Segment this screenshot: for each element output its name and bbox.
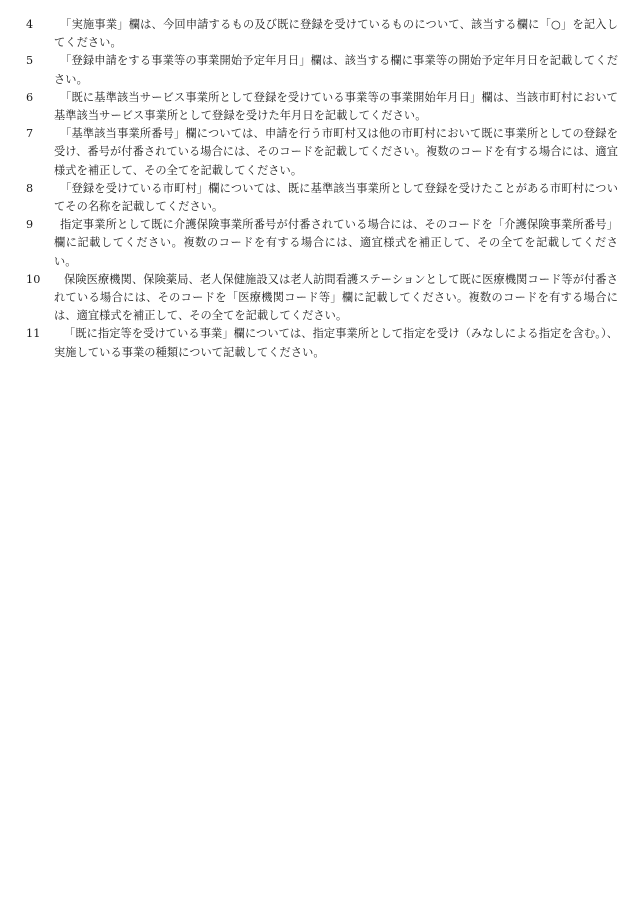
note-number: 6 — [26, 90, 34, 104]
note-text: 保険医療機関、保険薬局、老人保健施設又は老人訪問看護ステーションとして既に医療機関コード等が付番されている場合には、そのコードを「医療機関コード等」欄に記載してください。複数のコードを有する場合には、適宜様式を補正して、その全てを記載してください。 — [54, 272, 618, 323]
note-item-5 — [26, 52, 618, 88]
note-number: 4 — [26, 18, 34, 31]
note-text: 「登録を受けている市町村」欄については、既に基準該当事業所として登録を受けたことがある市町村についてその名称を記載してください。 — [54, 181, 618, 214]
note-item-4 — [26, 16, 618, 52]
instruction-notes-list — [26, 16, 618, 362]
note-text: 「既に基準該当サービス事業所として登録を受けている事業等の事業開始年月日」欄は、当該市町村において基準該当サービス事業所として登録を受けた年月日を記載してください。 — [54, 90, 618, 123]
note-number: 7 — [26, 127, 34, 141]
note-text: 指定事業所として既に介護保険事業所番号が付番されている場合には、そのコードを「介護保険事業所番号」欄に記載してください。複数のコードを有する場合には、適宜様式を補正して、その全てを記載してください。 — [54, 218, 618, 268]
note-item-9 — [26, 216, 618, 271]
note-item-8 — [26, 180, 618, 216]
note-number: 11 — [26, 327, 41, 341]
note-text: 「登録申請をする事業等の事業開始予定年月日」欄は、該当する欄に事業等の開始予定年月日を記載してください。 — [54, 54, 618, 86]
note-number: 10 — [26, 272, 41, 286]
note-text: 「実施事業」欄は、今回申請するもの及び既に登録を受けているものについて、該当する欄に「○」を記入してください。 — [54, 18, 618, 50]
note-number: 9 — [26, 218, 34, 232]
note-number: 5 — [26, 54, 34, 68]
note-item-10 — [26, 271, 618, 326]
note-text: 「既に指定等を受けている事業」欄については、指定事業所として指定を受け（みなしによる指定を含む。）、実施している事業の種類について記載してください。 — [54, 327, 618, 359]
note-item-7 — [26, 125, 618, 180]
note-number: 8 — [26, 181, 34, 195]
note-text: 「基準該当事業所番号」欄については、申請を行う市町村又は他の市町村において既に事業所としての登録を受け、番号が付番されている場合には、そのコードを記載してください。複数のコードを有する場合には、適宜様式を補正して、その全てを記載してください。 — [54, 127, 618, 177]
note-item-6 — [26, 89, 618, 125]
note-item-11 — [26, 325, 618, 361]
